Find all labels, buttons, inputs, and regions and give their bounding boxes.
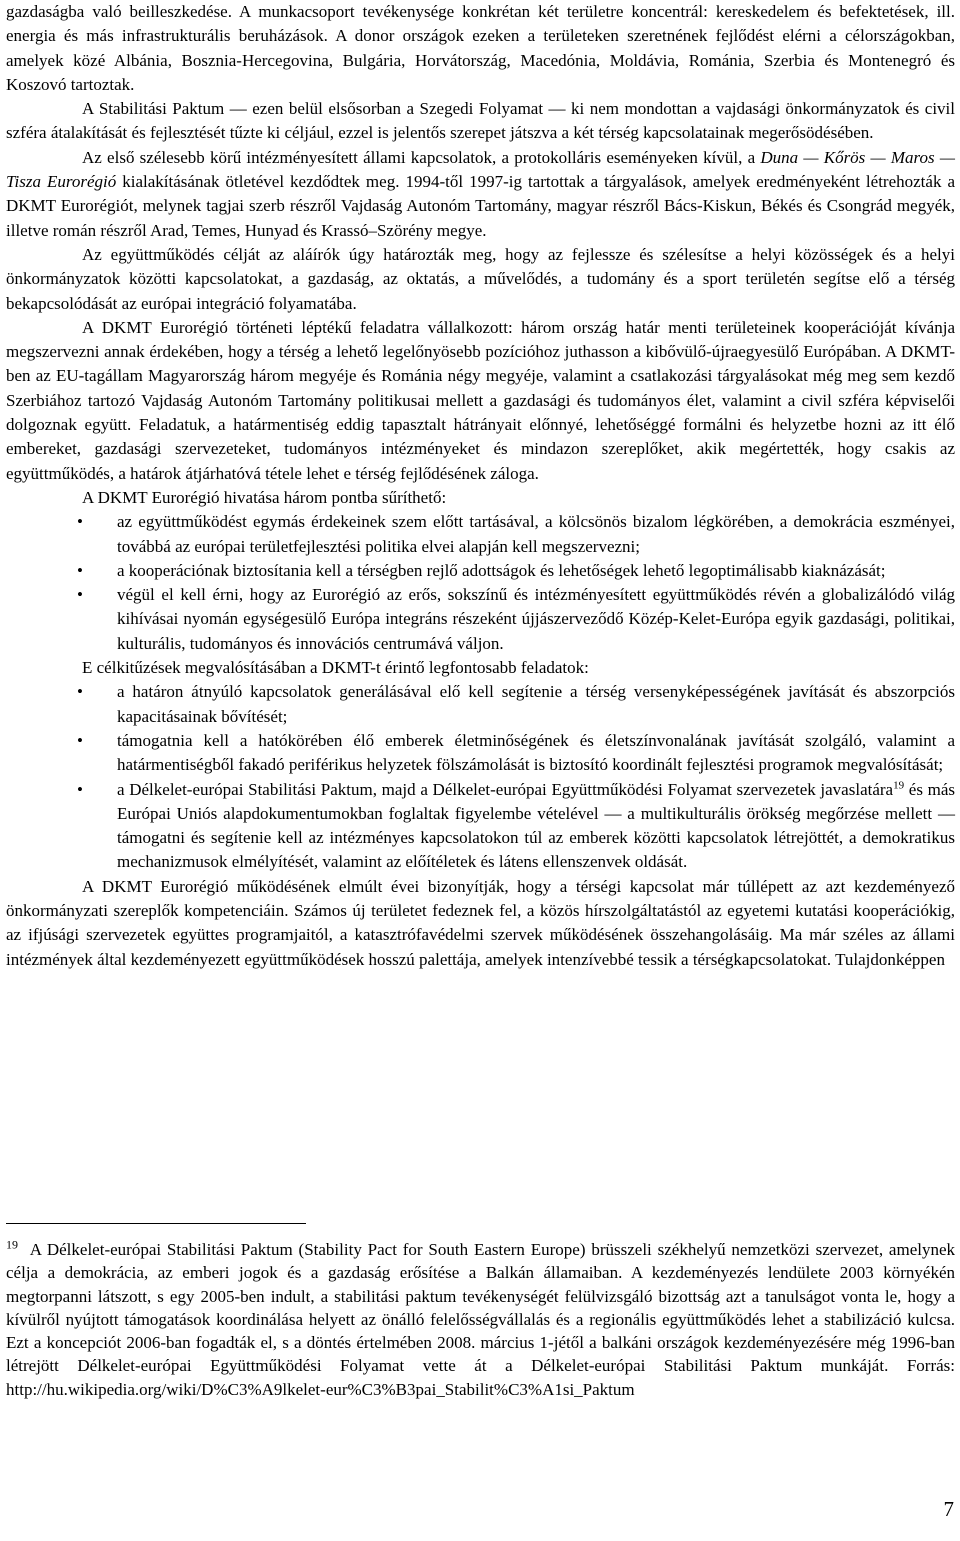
footnote-ref[interactable]: 19 [893,778,905,791]
list-item-text: a határon átnyúló kapcsolatok generálásával elő kell segítenie a térség versenyképességének javítását és abszorpciós kapacitásainak bővítését; [117,682,955,726]
page-number: 7 [943,1497,954,1521]
paragraph: A DKMT Eurorégió működésének elmúlt évei bizonyítják, hogy a térségi kapcsolat már túllépett az azt kezdeményező önkormányzati szereplők kompetenciáin. Számos új területet fedeznek fel, a közös hírszolgáltatástól az egyetemi kutatási kooperációkig, az ifjúsági szervezetek együttes programjaitól, a katasztrófavédelmi szervek működésének összehangolásáig. Ma már széles az állami intézmények által kezdeményezett együttműködések hosszú palettája, amelyek intenzívebbé tessik a térségkapcsolatokat. Tulajdonképpen [6,876,955,969]
bullet-icon: • [77,730,83,750]
paragraph: A DKMT Eurorégió történeti léptékű feladatra vállalkozott: három ország határ menti területeinek kooperációját kívánja megszervezni annak érdekében, hogy a térség a lehető legelőnyösebb pozícióhoz juthasson a kibővülő-újraegyesülő Európában. A DKMT-ben az EU-tagállam Magyarország három megyéje és Románia négy megyéje, valamint a csatlakozási tárgyalásokat még meg sem kezdő Szerbiához tartozó Vajdaság Autonóm Tartomány politikusai mellett a gazdasági és tudományos élet, valamint a civil szféra képviselői dolgoznak együtt. Feladatuk, a határmentiség eddig tapasztalt hátrányait előnnyé, lehetőséggé formálni és helyzetbe hozni az itt élő embereket, gazdasági szervezeteket, tudományos intézményeket és mindazon szereplőket, akik megértették, hogy csakis az együttműködés, a határok átjárhatóvá tétele lehet e térség fejlődésének záloga. [6,317,955,483]
list-item-text: és más Európai Uniós alapdokumentumokban foglaltak figyelembe vételével — a multikulturális örökség megőrzése mellett — támogatni és segítenie kell az intézményes kapcsolatokon túl az emberek közötti kapcsolatok létrejöttét, a demokratikus mechanizmusok elmélyítését, valamint az előítéletek és látens ellenszenvek oldását. [117,779,956,872]
document-body [6,0,955,972]
list-item [6,729,955,778]
bullet-icon: • [77,512,83,532]
paragraph: E célkitűzések megvalósításában a DKMT-t érintő legfontosabb feladatok: [82,658,589,678]
list-item [6,559,955,583]
list-item [6,680,955,729]
list-item-text: az együttműködést egymás érdekeinek szem előtt tartásával, a kölcsönös bizalom légkörében, a demokrácia eszményei, továbbá az európai területfejlesztési politika elvei alapján kell megszervezni; [117,512,955,556]
list-item [6,778,955,875]
text-run: Az első szélesebb körű intézményesített állami kapcsolatok, a protokolláris eseményeken kívül, a [82,147,756,167]
bullet-icon: • [77,560,83,580]
italic-term: Duna — Kőrös — Maros — Tisza Eurorégió [6,147,955,192]
list-item [6,510,955,559]
text-run: kialakításának ötletével kezdődtek meg. 1994-től 1997-ig tartottak a tárgyalások, amelyek eredményeként létrehozták a DKMT Eurorégiót, melynek tagjai szerb részről Vajdaság Autonóm Tartomány, magyar részről Bács-Kiskun, Békés és Csongrád megyék, illetve román részről Arad, Temes, Hunyad és Krassó–Szörény megye. [6,172,956,240]
paragraph: A DKMT Eurorégió hivatása három pontba sűríthető: [82,487,447,507]
footnote-text: A Délkelet-európai Stabilitási Paktum (Stability Pact for South Eastern Europe) brüsszeli székhelyű nemzetközi szervezet, amelynek célja a demokrácia, az emberi jogok és a gazdaság erősítése a Balkán államaiban. A kezdeményezés lendülete 2003 környékén megtorpanni látszott, s egy 2005-ben indult, a stabilitási paktum tevékenységét felülvizsgáló bizottság azt a tanulságot vonta le, hogy a kívülről nyújtott támogatások koordinálása helyett az önálló felelősségvállalás és a regionális együttműködés lehet a stabilizáció kulcsa. Ezt a koncepciót 2006-ban fogadták el, s a döntés értelmében 2008. március 1-jétől a balkáni országok kezdeményezésére még 1996-ban létrejött Délkelet-európai Együttműködési Folyamat vette át a Délkelet-európai Stabilitási Paktum munkáját. Forrás: http://hu.wikipedia.org/wiki/D%C3%A9lkelet-eur%C3%B3pai_Stabilit%C3%A1si_Paktum [6,1240,956,1399]
bullet-list [6,510,955,656]
paragraph: A Stabilitási Paktum — ezen belül elsősorban a Szegedi Folyamat — ki nem mondottan a vajdasági önkormányzatok és civil szféra átalakítását és fejlesztését tűzte ki céljául, ezzel is jelentős szerepet játszva a két térség kapcsolatainak megerősödésében. [6,99,955,143]
list-item [6,583,955,656]
bullet-list [6,680,955,874]
paragraph [6,146,955,243]
list-item-text: a Délkelet-európai Stabilitási Paktum, majd a Délkelet-európai Együttműködési Folyamat szervezetek javaslatára [117,779,894,799]
bullet-icon: • [77,585,83,605]
list-item-text: a kooperációnak biztosítania kell a térségben rejlő adottságok és lehetőségek lehető legoptimálisabb kiaknázását; [117,560,886,580]
list-item-text: végül el kell érni, hogy az Eurorégió az erős, sokszínű és intézményesített együttműködés révén a globalizálódó világ kihívásai nyomán egységesülő Európa integráns részeként újjászerveződő Közép-Kelet-Európa egyik gazdasági, politikai, kulturális, tudományos és innovációs centrumává váljon. [117,585,955,653]
paragraph: gazdaságba való beilleszkedése. A munkacsoport tevékenysége konkrétan két területre koncentrál: kereskedelem és befektetések, ill. energia és más infrastrukturális beruházások. A donor országok ezeken a területeken szeretnének fejlődést elérni a célországokban, amelyek közé Albánia, Bosznia-Hercegovina, Bulgária, Horvátország, Macedónia, Moldávia, Románia, Szerbia és Montenegró és Koszovó tartoztak. [6,2,955,94]
footnote-number: 19 [6,1237,18,1252]
footnote [6,1238,955,1401]
footnote-divider [6,1223,306,1224]
paragraph: Az együttműködés célját az aláírók úgy határozták meg, hogy az fejlessze és szélesítse a helyi közösségek és a helyi önkormányzatok közötti kapcsolatokat, a gazdaság, az oktatás, a művelődés, a tudomány és a sport területén segítse elő a térség bekapcsolódását az európai integráció folyamatába. [6,244,955,313]
list-item-text: támogatnia kell a hatókörében élő emberek életminőségének és életszínvonalának javítását szolgáló, valamint a határmentiségből fakadó periférikus helyzetek fölszámolását is biztosító koordinált fejlesztési programok megvalósítását; [117,730,955,775]
bullet-icon: • [77,779,83,799]
bullet-icon: • [77,682,83,702]
